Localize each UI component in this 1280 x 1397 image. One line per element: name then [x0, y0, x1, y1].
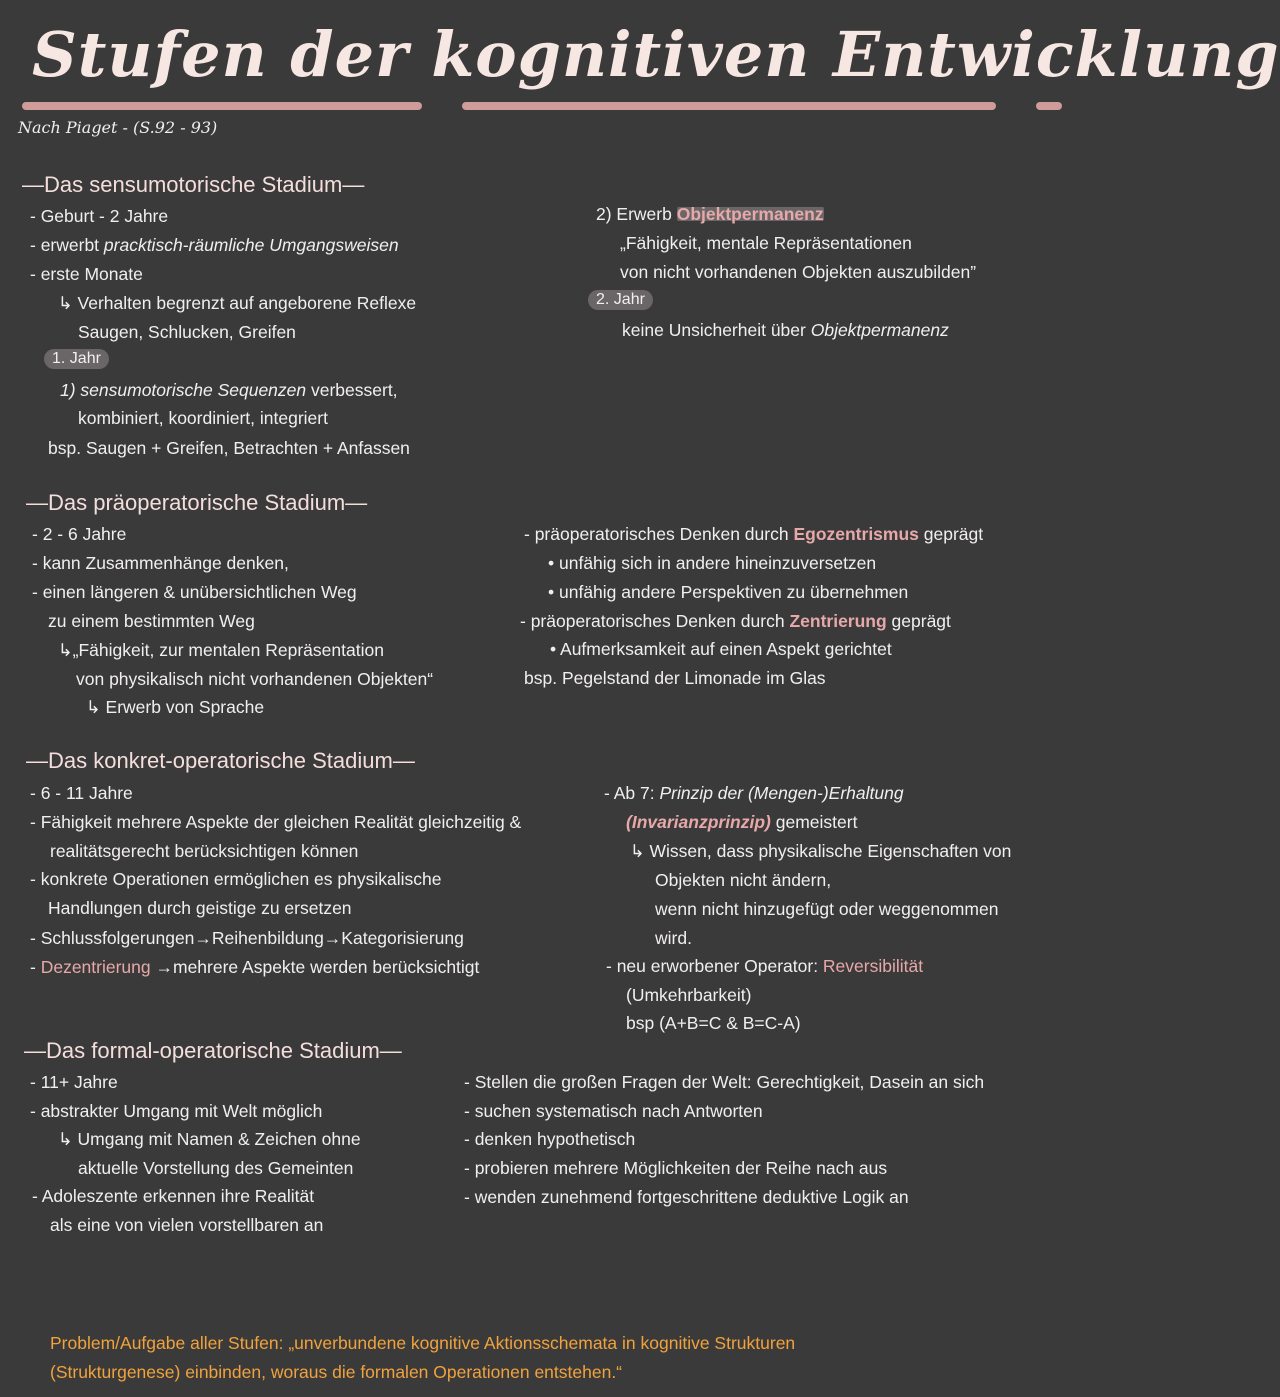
s1-right-line: „Fähigkeit, mentale Repräsentationen: [620, 233, 912, 253]
s3-line: - Fähigkeit mehrere Aspekte der gleichen Realität gleichzeitig &: [30, 812, 522, 832]
s2-line: ↳„Fähigkeit, zur mentalen Repräsentation: [58, 640, 384, 660]
s2-line: von physikalisch nicht vorhandenen Objekten“: [76, 669, 434, 689]
s3-right-line: Objekten nicht ändern,: [655, 870, 832, 890]
s1-line: kombiniert, koordiniert, integriert: [78, 408, 328, 428]
s4-line: als eine von vielen vorstellbaren an: [50, 1215, 324, 1235]
s1-right-line: keine Unsicherheit über Objektpermanenz: [622, 320, 949, 340]
s3-line: - konkrete Operationen ermöglichen es physikalische: [30, 869, 442, 889]
s1-right-line: 2) Erwerb Objektpermanenz: [596, 204, 824, 224]
s4-line: ↳ Umgang mit Namen & Zeichen ohne: [58, 1129, 361, 1149]
section-heading-konkret-operatorisch: —Das konkret-operatorische Stadium—: [26, 748, 415, 773]
s1-line: Saugen, Schlucken, Greifen: [78, 322, 296, 342]
s2-line: - einen längeren & unübersichtlichen Weg: [32, 582, 357, 602]
s4-line: aktuelle Vorstellung des Gemeinten: [78, 1158, 354, 1178]
s3-line: - Dezentrierung →mehrere Aspekte werden berücksichtigt: [30, 957, 480, 977]
subtitle: Nach Piaget - (S.92 - 93): [18, 118, 218, 137]
s3-right-line: - Ab 7: Prinzip der (Mengen-)Erhaltung: [604, 783, 904, 803]
s1-line: - erwerbt pracktisch-räumliche Umgangsweisen: [30, 235, 399, 255]
section-heading-formal-operatorisch: —Das formal-operatorische Stadium—: [24, 1038, 402, 1063]
s1-line: - Geburt - 2 Jahre: [30, 206, 169, 226]
summary-note-line: (Strukturgenese) einbinden, woraus die formalen Operationen entstehen.“: [50, 1362, 623, 1382]
s4-right-line: - denken hypothetisch: [464, 1129, 636, 1149]
s3-line: Handlungen durch geistige zu ersetzen: [48, 898, 352, 918]
s2-right-line: - präoperatorisches Denken durch Egozentrismus geprägt: [524, 524, 984, 544]
title-underline-left: [22, 102, 422, 110]
s3-line: - Schlussfolgerungen→Reihenbildung→Kategorisierung: [30, 928, 464, 948]
s4-line: - Adoleszente erkennen ihre Realität: [32, 1186, 315, 1206]
s3-right-line: bsp (A+B=C & B=C-A): [626, 1013, 801, 1033]
title-underline-end: [1036, 102, 1062, 110]
s2-line: zu einem bestimmten Weg: [48, 611, 255, 631]
summary-note-line: Problem/Aufgabe aller Stufen: „unverbundene kognitive Aktionsschemata in kognitive Strukturen: [50, 1333, 796, 1353]
s3-line: - 6 - 11 Jahre: [30, 783, 133, 803]
s4-right-line: - wenden zunehmend fortgeschrittene deduktive Logik an: [464, 1187, 909, 1207]
s3-right-line: (Umkehrbarkeit): [626, 985, 752, 1005]
s2-right-line: • unfähig sich in andere hineinzuversetzen: [548, 553, 877, 573]
s3-right-line: wenn nicht hinzugefügt oder weggenommen: [655, 899, 999, 919]
s4-right-line: - suchen systematisch nach Antworten: [464, 1101, 763, 1121]
s2-line: - 2 - 6 Jahre: [32, 524, 127, 544]
s4-right-line: - Stellen die großen Fragen der Welt: Gerechtigkeit, Dasein an sich: [464, 1072, 985, 1092]
s1-line: 1) sensumotorische Sequenzen verbessert,: [60, 380, 398, 400]
s4-line: - abstrakter Umgang mit Welt möglich: [30, 1101, 323, 1121]
s2-line: ↳ Erwerb von Sprache: [86, 697, 265, 717]
s2-right-line: - präoperatorisches Denken durch Zentrierung geprägt: [520, 611, 951, 631]
s2-right-line: bsp. Pegelstand der Limonade im Glas: [524, 668, 826, 688]
s4-right-line: - probieren mehrere Möglichkeiten der Reihe nach aus: [464, 1158, 888, 1178]
s3-right-line: wird.: [655, 928, 692, 948]
page-title: Stufen der kognitiven Entwicklung: [32, 18, 1280, 91]
s2-line: - kann Zusammenhänge denken,: [32, 553, 289, 573]
s2-right-line: • Aufmerksamkeit auf einen Aspekt gerichtet: [550, 639, 892, 659]
year-badge: 1. Jahr: [44, 349, 109, 369]
s1-line: - erste Monate: [30, 264, 143, 284]
section-heading-sensumotorisch: —Das sensumotorische Stadium—: [22, 172, 365, 197]
year-badge: 2. Jahr: [588, 290, 653, 310]
s2-right-line: • unfähig andere Perspektiven zu übernehmen: [548, 582, 909, 602]
s1-right-line: von nicht vorhandenen Objekten auszubilden”: [620, 262, 977, 282]
s1-line: ↳ Verhalten begrenzt auf angeborene Reflexe: [58, 293, 417, 313]
s3-right-line: - neu erworbener Operator: Reversibilität: [606, 956, 924, 976]
section-heading-praeoperatorisch: —Das präoperatorische Stadium—: [26, 490, 368, 515]
s3-right-line: (Invarianzprinzip) gemeistert: [626, 812, 858, 832]
s4-line: - 11+ Jahre: [30, 1072, 118, 1092]
title-underline-right: [462, 102, 996, 110]
s1-line: bsp. Saugen + Greifen, Betrachten + Anfassen: [48, 438, 410, 458]
s3-right-line: ↳ Wissen, dass physikalische Eigenschaften von: [630, 841, 1012, 861]
s3-line: realitätsgerecht berücksichtigen können: [50, 841, 359, 861]
